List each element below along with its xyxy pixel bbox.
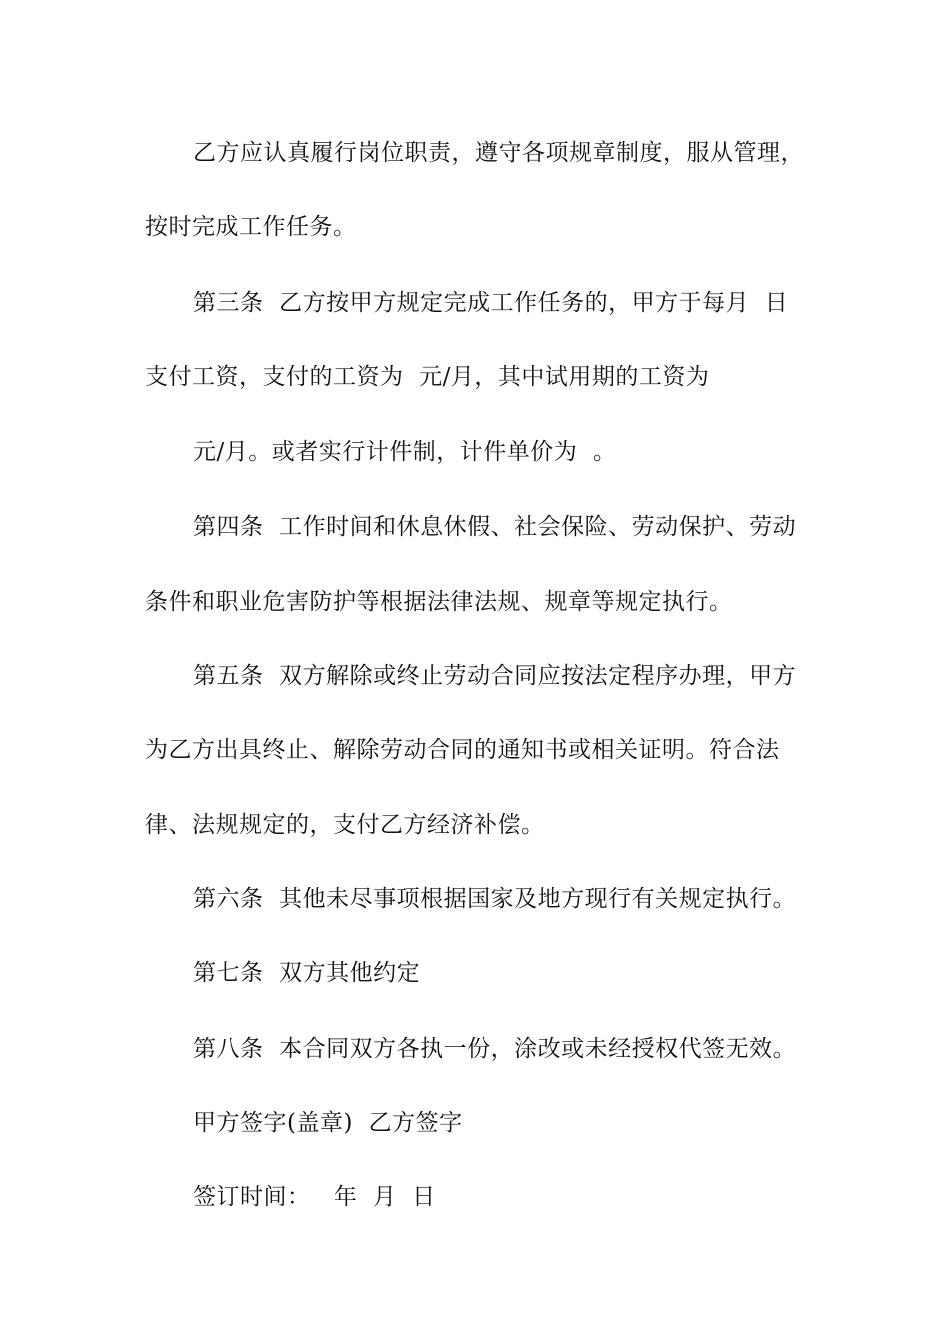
paragraph-line-duties-1: 乙方应认真履行岗位职责，遵守各项规章制度，服从管理， [193, 140, 804, 166]
article-8: 第八条 本合同双方各执一份，涂改或未经授权代签无效。 [193, 1036, 797, 1062]
article-5-line-1: 第五条 双方解除或终止劳动合同应按法定程序办理，甲方 [193, 663, 797, 689]
paragraph-line-duties-2: 按时完成工作任务。 [145, 214, 357, 240]
article-5-line-2: 为乙方出具终止、解除劳动合同的通知书或相关证明。符合法 [145, 737, 780, 763]
article-3-line-3: 元/月。或者实行计件制，计件单价为 。 [193, 439, 617, 465]
article-7: 第七条 双方其他约定 [193, 960, 421, 986]
article-4-line-1: 第四条 工作时间和休息休假、社会保险、劳动保护、劳动 [193, 514, 797, 540]
signing-date-line: 签订时间： 年 月 日 [193, 1184, 436, 1210]
article-3-line-2: 支付工资，支付的工资为 元/月，其中试用期的工资为 [145, 364, 710, 390]
article-4-line-2: 条件和职业危害防护等根据法律法规、规章等规定执行。 [145, 589, 733, 615]
signature-line: 甲方签字(盖章) 乙方签字 [193, 1110, 463, 1136]
article-3-line-1: 第三条 乙方按甲方规定完成工作任务的，甲方于每月 日 [193, 290, 789, 316]
article-5-line-3: 律、法规规定的，支付乙方经济补偿。 [145, 812, 545, 838]
article-6: 第六条 其他未尽事项根据国家及地方现行有关规定执行。 [193, 886, 797, 912]
